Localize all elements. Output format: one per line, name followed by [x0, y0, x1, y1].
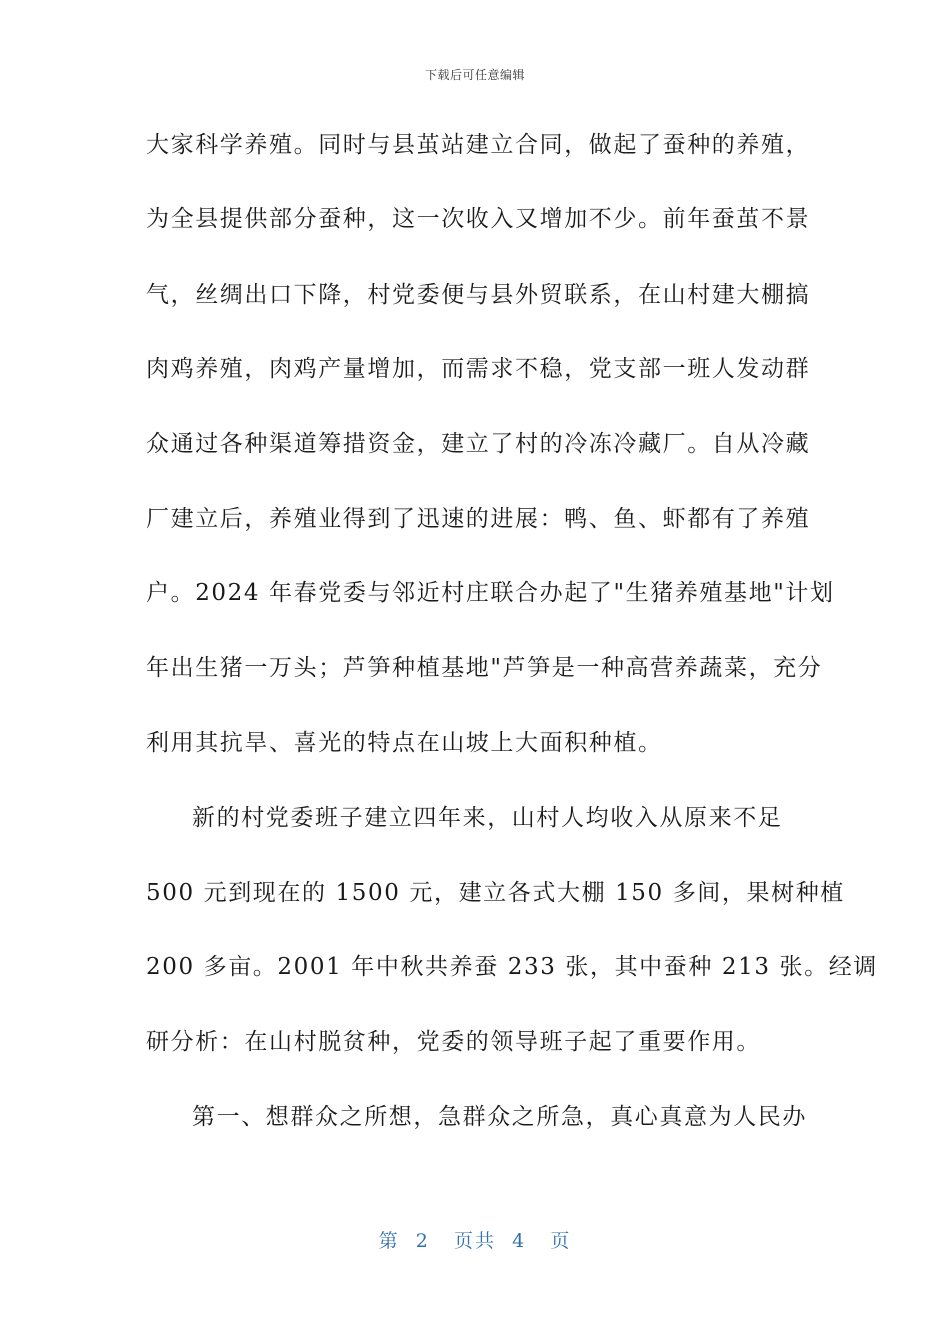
page-middle: 页共: [453, 1230, 496, 1252]
paragraph-line: 500 元到现在的 1500 元，建立各式大棚 150 多间，果树种植: [146, 880, 845, 906]
page-prefix: 第: [378, 1230, 400, 1252]
page-current: 2: [415, 1230, 430, 1252]
page-suffix: 页: [550, 1230, 572, 1252]
paragraph-line: 第一、想群众之所想，急群众之所急，真心真意为人民办: [192, 1104, 807, 1130]
paragraph-line: 研分析：在山村脱贫种，党委的领导班子起了重要作用。: [146, 1029, 761, 1055]
paragraph-line: 众通过各种渠道筹措资金，建立了村的冷冻冷藏厂。自从冷藏: [146, 431, 811, 457]
paragraph-line: 200 多亩。2001 年中秋共养蚕 233 张，其中蚕种 213 张。经调: [146, 954, 878, 980]
paragraph-line: 年出生猪一万头；芦笋种植基地"芦笋是一种高营养蔬菜，充分: [146, 655, 823, 681]
paragraph-line: 利用其抗旱、喜光的特点在山坡上大面积种植。: [146, 730, 663, 756]
header-note: 下载后可任意编辑: [424, 68, 525, 82]
paragraph-line: 大家科学养殖。同时与县茧站建立合同，做起了蚕种的养殖，: [146, 132, 811, 158]
paragraph-line: 肉鸡养殖，肉鸡产量增加，而需求不稳，党支部一班人发动群: [146, 356, 811, 382]
paragraph-line: 新的村党委班子建立四年来，山村人均收入从原来不足: [192, 805, 783, 831]
page-total: 4: [512, 1230, 527, 1252]
paragraph-line: 户。2024 年春党委与邻近村庄联合办起了"生猪养殖基地"计划: [146, 580, 835, 606]
paragraph-line: 厂建立后，养殖业得到了迅速的进展：鸭、鱼、虾都有了养殖: [146, 506, 811, 532]
paragraph-line: 为全县提供部分蚕种，这一次收入又增加不少。前年蚕茧不景: [146, 206, 811, 232]
page-number-footer: [0, 1226, 950, 1253]
paragraph-line: 气，丝绸出口下降，村党委便与县外贸联系，在山村建大棚搞: [146, 282, 811, 308]
